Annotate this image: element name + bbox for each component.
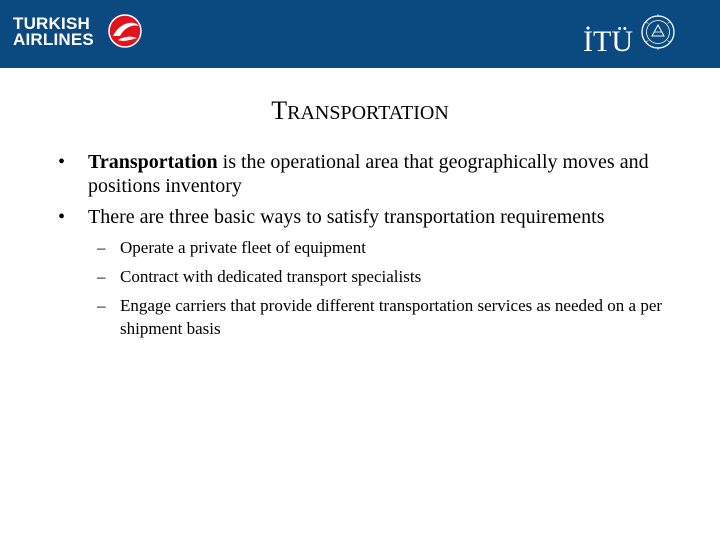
- sub-bullet-text: Engage carriers that provide different transportation services as needed on a per shipment basis: [120, 296, 663, 338]
- header-band: [0, 0, 720, 68]
- dash-glyph: –: [97, 296, 106, 315]
- bullet-glyph: •: [58, 206, 66, 228]
- logo-line-2: AIRLINES: [13, 30, 94, 49]
- slide-body: [58, 150, 678, 346]
- itu-wordmark: İTÜ: [583, 25, 633, 58]
- sub-bullet-item: [58, 265, 678, 288]
- bullet-item: [58, 205, 678, 229]
- sub-bullet-item: [58, 236, 678, 259]
- sub-bullet-text: Contract with dedicated transport specialists: [120, 267, 422, 286]
- bullet-text: There are three basic ways to satisfy transportation requirements: [88, 206, 605, 228]
- dash-glyph: –: [97, 238, 106, 257]
- bullet-bold-term: Transportation: [88, 151, 218, 173]
- bullet-item: [58, 150, 678, 198]
- logo-line-1: TURKISH: [13, 14, 90, 33]
- sub-bullet-item: [58, 294, 678, 340]
- bullet-glyph: •: [58, 151, 66, 173]
- slide-title: [0, 96, 720, 126]
- sub-bullet-text: Operate a private fleet of equipment: [120, 238, 366, 257]
- title-initial: T: [271, 96, 288, 125]
- turkish-airlines-bird-logo-icon: [108, 14, 148, 54]
- title-rest: RANSPORTATION: [287, 102, 449, 124]
- dash-glyph: –: [97, 267, 106, 286]
- bullet-text: is the operational area that geographically moves and positions inventory: [88, 151, 649, 197]
- itu-seal-icon: [640, 9, 676, 55]
- turkish-airlines-wordmark: [13, 16, 94, 48]
